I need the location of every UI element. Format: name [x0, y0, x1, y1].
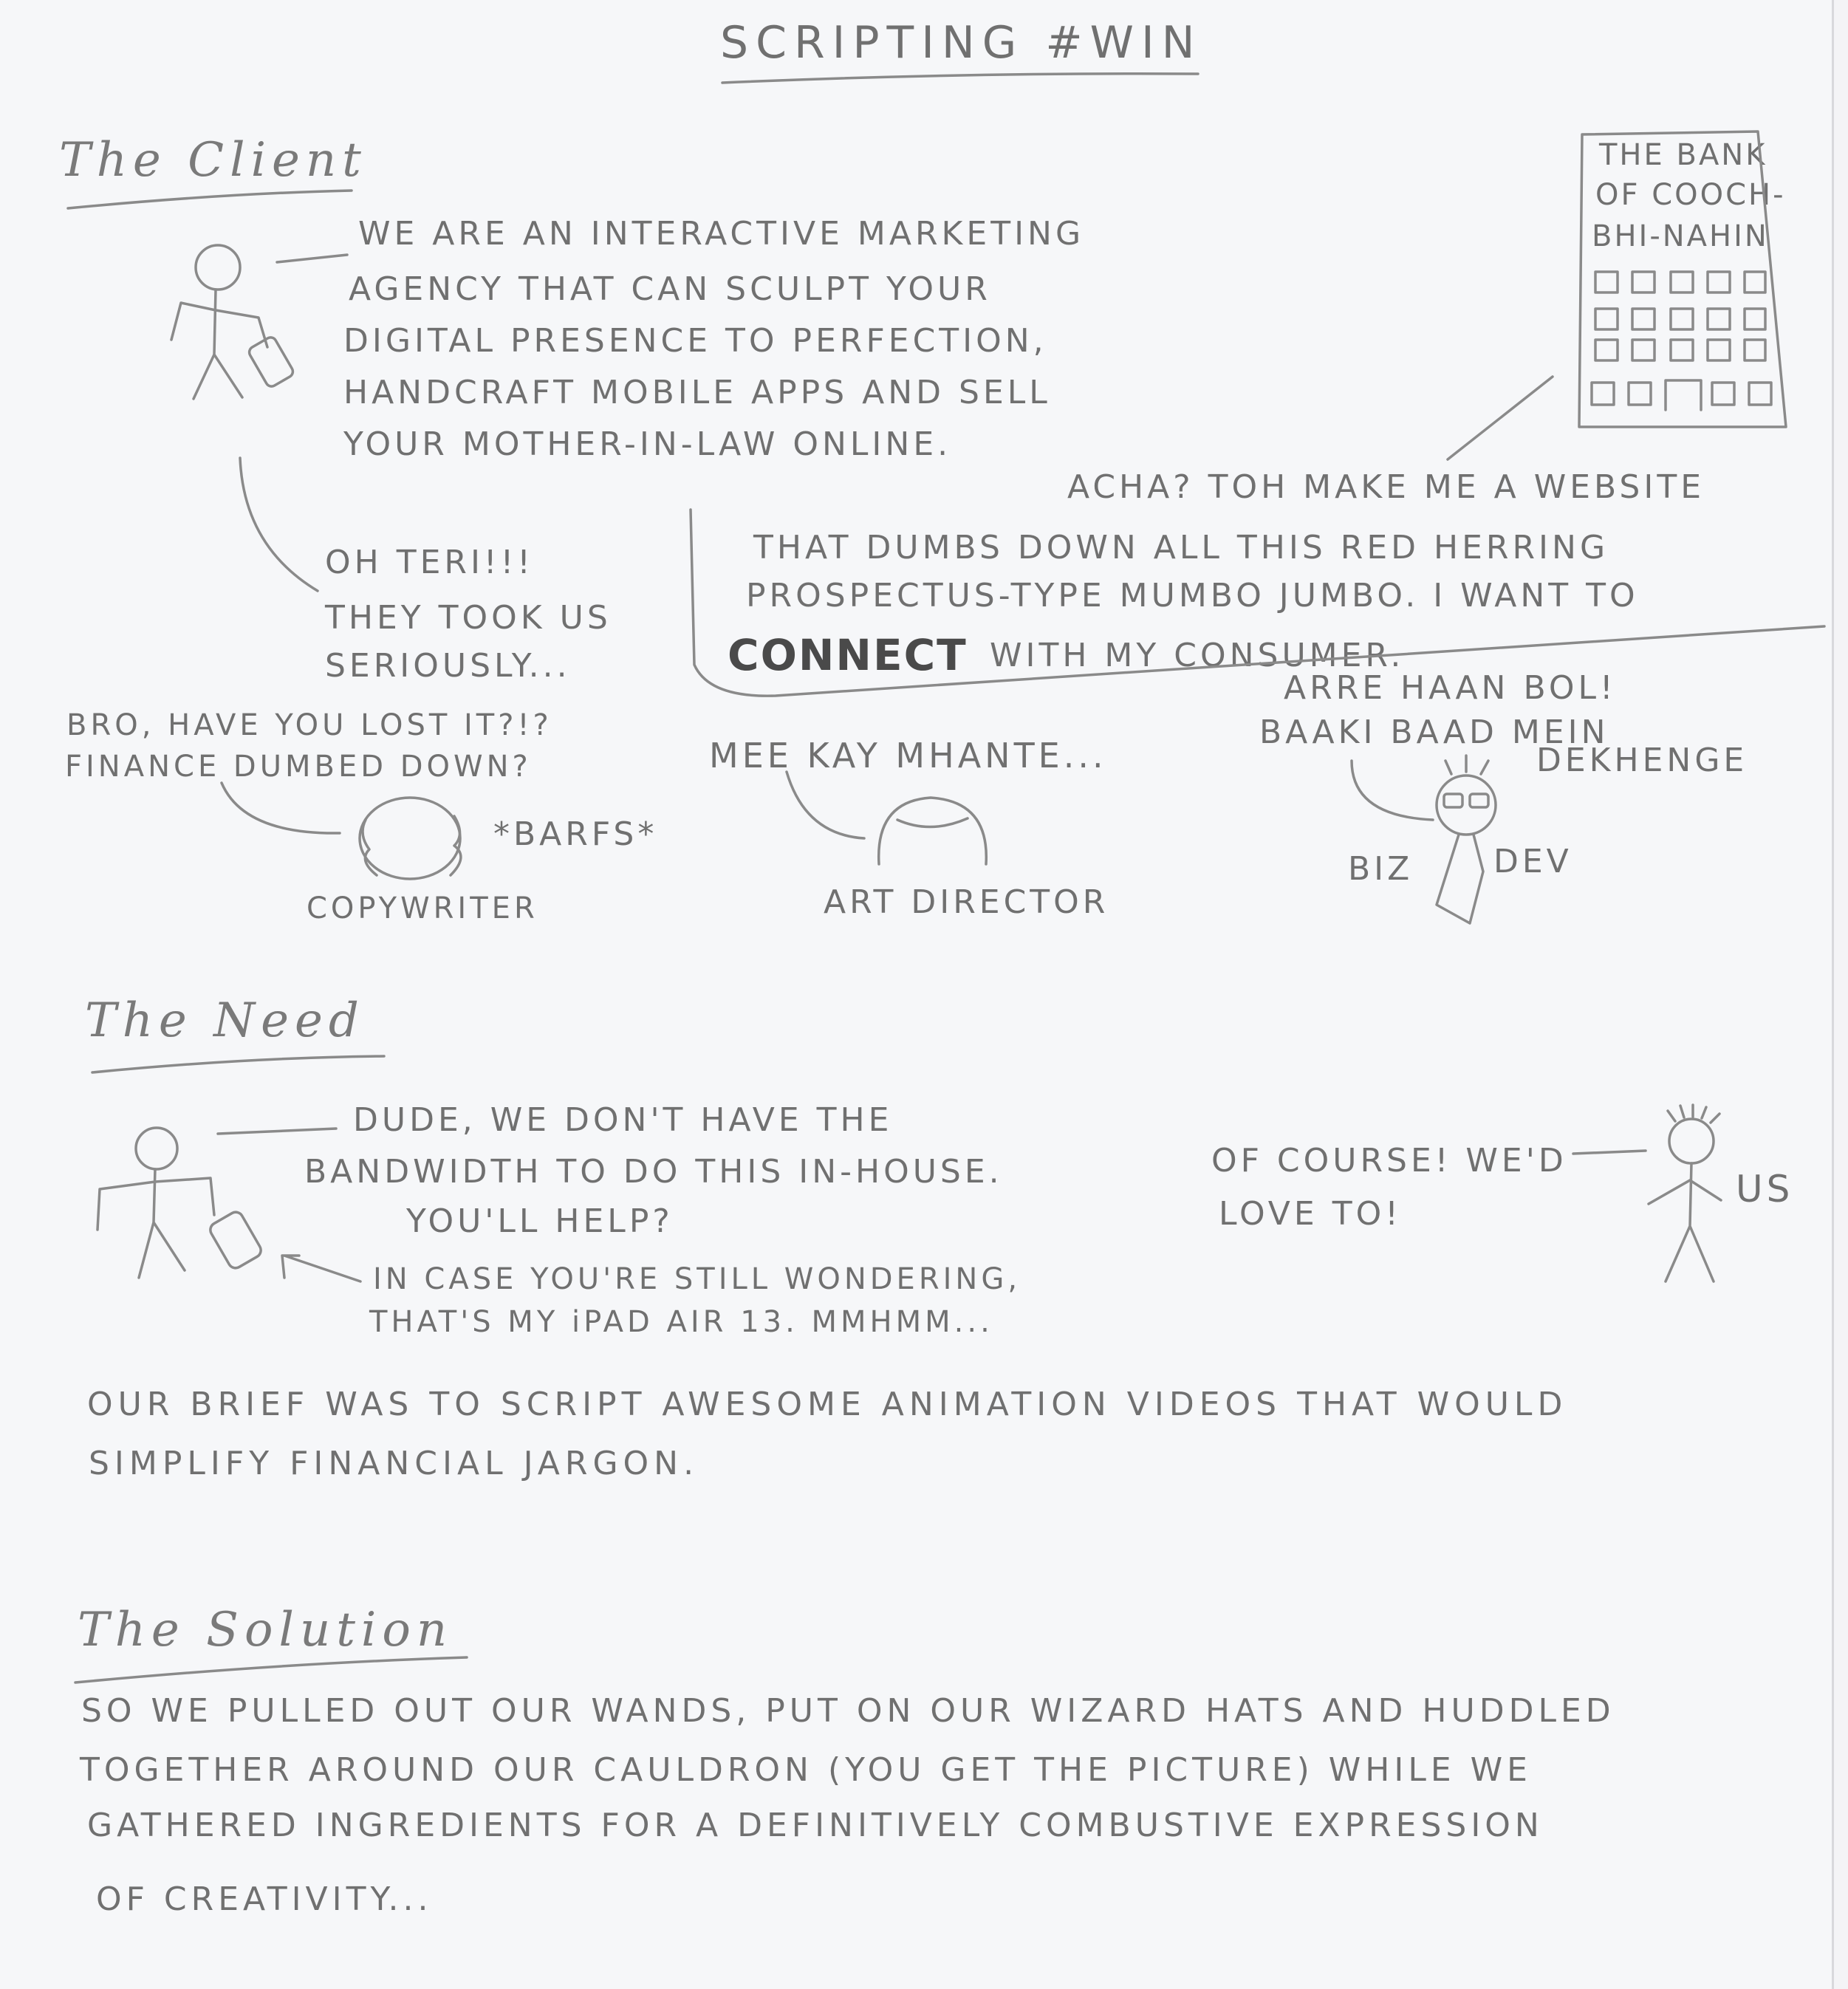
copywriter-head	[222, 783, 461, 879]
speech-line: WITH MY CONSUMER.	[990, 637, 1405, 674]
us-figure	[1573, 1105, 1721, 1281]
solution-underline	[75, 1657, 467, 1682]
need-underline	[92, 1056, 384, 1072]
speech-line: HANDCRAFT MOBILE APPS AND SELL	[343, 374, 1051, 411]
brief-line: SIMPLIFY FINANCIAL JARGON.	[89, 1445, 699, 1482]
solution-line: TOGETHER AROUND OUR CAULDRON (YOU GET THE PICTURE) WHILE WE	[80, 1751, 1532, 1789]
bank-sign-line: THE BANK	[1599, 138, 1767, 172]
heading-the-need: The Need	[85, 993, 365, 1048]
art-director-head	[787, 772, 986, 864]
speech-line: THAT'S MY iPAD AIR 13. MMHMM...	[369, 1305, 993, 1339]
speech-line: THAT DUMBS DOWN ALL THIS RED HERRING	[753, 529, 1609, 566]
speech-line: DEKHENGE	[1536, 742, 1748, 779]
speech-line: OH TERI!!!	[325, 544, 534, 581]
dev-label: DEV	[1493, 843, 1572, 880]
speech-line: YOUR MOTHER-IN-LAW ONLINE.	[343, 425, 952, 463]
speech-line: WE ARE AN INTERACTIVE MARKETING	[358, 215, 1085, 253]
speech-line: DIGITAL PRESENCE TO PERFECTION,	[343, 322, 1047, 360]
bank-sign-line: OF COOCH-	[1595, 178, 1786, 212]
speech-line: BANDWIDTH TO DO THIS IN-HOUSE.	[304, 1153, 1003, 1191]
speech-line: OF COURSE! WE'D	[1211, 1142, 1567, 1180]
solution-line: SO WE PULLED OUT OUR WANDS, PUT ON OUR WIZARD HATS AND HUDDLED	[81, 1692, 1615, 1730]
speech-line: ACHA? TOH MAKE ME A WEBSITE	[1067, 468, 1705, 506]
speech-line: LOVE TO!	[1219, 1195, 1402, 1233]
speech-line: DUDE, WE DON'T HAVE THE	[353, 1101, 893, 1139]
bank-speech-bracket	[691, 510, 1824, 696]
speech-line: PROSPECTUS-TYPE MUMBO JUMBO. I WANT TO	[746, 577, 1639, 614]
biz-label: BIZ	[1348, 850, 1414, 888]
client-underline	[68, 191, 352, 208]
speech-line: YOU'LL HELP?	[406, 1202, 674, 1240]
speech-line: FINANCE DUMBED DOWN?	[65, 750, 532, 784]
speech-line: BAAKI BAAD MEIN	[1259, 713, 1609, 751]
speech-line: BRO, HAVE YOU LOST IT?!?	[66, 708, 552, 742]
brief-line: OUR BRIEF WAS TO SCRIPT AWESOME ANIMATION VIDEOS THAT WOULD	[87, 1386, 1568, 1423]
copywriter-label: COPYWRITER	[307, 891, 538, 925]
client-stick-figure	[171, 245, 347, 591]
barfs-text: *BARFS*	[493, 815, 658, 853]
speech-line: MEE KAY MHANTE...	[709, 736, 1107, 776]
speech-line: SERIOUSLY...	[325, 647, 571, 685]
biz-dev-figure	[1352, 756, 1496, 923]
speech-line: AGENCY THAT CAN SCULPT YOUR	[349, 270, 991, 308]
bank-sign-line: BHI-NAHIN	[1592, 219, 1769, 253]
us-label: US	[1736, 1168, 1794, 1211]
solution-line: OF CREATIVITY...	[96, 1880, 433, 1918]
need-client-figure	[97, 1128, 360, 1281]
speech-line: ARRE HAAN BOL!	[1284, 669, 1617, 707]
connect-word: CONNECT	[728, 630, 968, 680]
solution-line: GATHERED INGREDIENTS FOR A DEFINITIVELY COMBUSTIVE EXPRESSION	[87, 1807, 1544, 1844]
art-director-label: ART DIRECTOR	[824, 883, 1109, 921]
bank-building-drawing	[1448, 131, 1786, 459]
heading-the-solution: The Solution	[78, 1603, 454, 1657]
title-underline	[722, 74, 1198, 83]
speech-line: IN CASE YOU'RE STILL WONDERING,	[373, 1262, 1021, 1296]
heading-the-client: The Client	[59, 133, 367, 188]
speech-line: THEY TOOK US	[325, 599, 612, 637]
page-title: SCRIPTING #WIN	[720, 17, 1202, 69]
